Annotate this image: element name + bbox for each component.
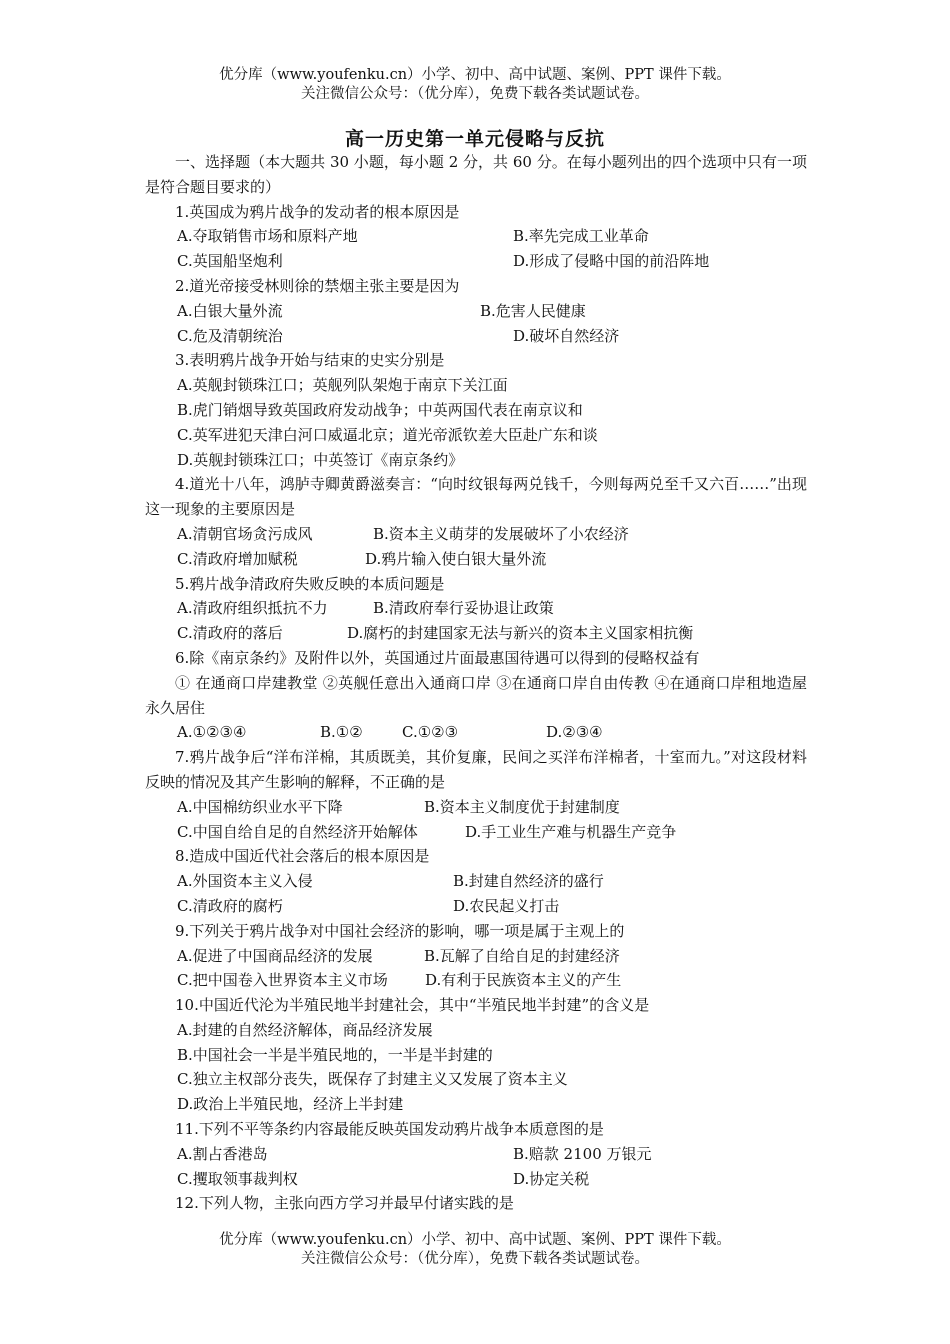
option-c: C.独立主权部分丧失，既保存了封建主义又发展了资本主义 (177, 1070, 568, 1089)
page-title: 高一历史第一单元侵略与反抗 (344, 128, 605, 150)
option-b: B.瓦解了自给自足的封建经济 (424, 946, 620, 965)
option-d: D.有利于民族资本主义的产生 (425, 971, 622, 990)
option-b: B.封建自然经济的盛行 (453, 872, 604, 891)
option-row (145, 820, 807, 845)
option-c: C.危及清朝统治 (177, 326, 283, 345)
option-a: A.封建的自然经济解体，商品经济发展 (177, 1020, 433, 1039)
question-stem: 10.中国近代沦为半殖民地半封建社会，其中“半殖民地半封建”的含义是 (175, 996, 650, 1015)
option-d: D.政治上半殖民地，经济上半封建 (177, 1095, 404, 1114)
option-row (145, 894, 807, 919)
option-d: D.手工业生产难与机器生产竞争 (465, 822, 677, 841)
header-line-2: 关注微信公众号：（优分库），免费下载各类试题试卷。 (301, 86, 649, 102)
option-row (145, 968, 807, 993)
option-row (145, 324, 807, 349)
question-stem: 4.道光十八年，鸿胪寺卿黄爵滋奏言：“向时纹银每两兑钱千，今则每两兑至千又六百……”出现这一现象的主要原因是 (145, 475, 807, 519)
question-stem: 11.下列不平等条约内容最能反映英国发动鸦片战争本质意图的是 (175, 1120, 604, 1139)
option-c: C.英军进犯天津白河口威逼北京；道光帝派钦差大臣赴广东和谈 (177, 425, 598, 444)
option-c: C.攫取领事裁判权 (177, 1169, 298, 1188)
option-a: A.外国资本主义入侵 (177, 872, 313, 891)
option-c: C.清政府的腐朽 (177, 896, 283, 915)
option-d: D.农民起义打击 (453, 896, 560, 915)
option-b: B.赔款 2100 万银元 (513, 1144, 652, 1163)
question-stem: 1.英国成为鸦片战争的发动者的根本原因是 (175, 202, 460, 221)
option-a: A.清朝官场贪污成风 (177, 524, 313, 543)
question-stem: 9.下列关于鸦片战争对中国社会经济的影响，哪一项是属于主观上的 (175, 921, 625, 940)
question-statements: ① 在通商口岸建教堂 ②英舰任意出入通商口岸 ③在通商口岸自由传教 ④在通商口岸租地造屋永久居住 (145, 673, 807, 717)
option-c: C.①②③ (402, 723, 459, 742)
option-row (145, 547, 807, 572)
option-a: A.英舰封锁珠江口；英舰列队架炮于南京下关江面 (177, 376, 508, 395)
option-c: C.英国船坚炮利 (177, 252, 283, 271)
option-row (145, 249, 807, 274)
option-row (145, 1142, 807, 1167)
option-c: C.清政府增加赋税 (177, 549, 298, 568)
page-header (0, 66, 950, 104)
option-row (145, 522, 807, 547)
footer-line-1: 优分库（www.youfenku.cn）小学、初中、高中试题、案例、PPT 课件下载。 (219, 1232, 731, 1248)
question-list (145, 150, 807, 1216)
option-row (145, 621, 807, 646)
question-stem: 8.造成中国近代社会落后的根本原因是 (175, 847, 430, 866)
footer-line-2: 关注微信公众号：（优分库），免费下载各类试题试卷。 (301, 1251, 649, 1267)
option-b: B.危害人民健康 (480, 301, 586, 320)
option-d: D.破坏自然经济 (513, 326, 620, 345)
option-c: C.清政府的落后 (177, 624, 283, 643)
option-a: A.割占香港岛 (177, 1144, 268, 1163)
option-b: B.资本主义制度优于封建制度 (424, 797, 620, 816)
question-stem: 6.除《南京条约》及附件以外，英国通过片面最惠国待遇可以得到的侵略权益有 (175, 648, 700, 667)
option-d: D.②③④ (546, 723, 603, 742)
question-stem: 5.鸦片战争清政府失败反映的本质问题是 (175, 574, 445, 593)
option-row (145, 299, 807, 324)
option-a: A.清政府组织抵抗不力 (177, 599, 328, 618)
option-row (145, 720, 807, 745)
option-row (145, 596, 807, 621)
option-b: B.资本主义萌芽的发展破坏了小农经济 (373, 524, 629, 543)
page-footer (0, 1231, 950, 1269)
option-d: D.腐朽的封建国家无法与新兴的资本主义国家相抗衡 (347, 624, 694, 643)
question-stem: 2.道光帝接受林则徐的禁烟主张主要是因为 (175, 276, 460, 295)
option-b: B.率先完成工业革命 (513, 227, 649, 246)
option-a: A.白银大量外流 (177, 301, 283, 320)
option-a: A.夺取销售市场和原料产地 (177, 227, 358, 246)
question-stem: 7.鸦片战争后“洋布洋棉，其质既美，其价复廉，民间之买洋布洋棉者，十室而九。”对这段材料反映的情况及其产生影响的解释，不正确的是 (145, 748, 807, 791)
option-row (145, 795, 807, 820)
option-c: C.中国自给自足的自然经济开始解体 (177, 822, 418, 841)
option-d: D.协定关税 (513, 1169, 590, 1188)
option-b: B.中国社会一半是半殖民地的，一半是半封建的 (177, 1045, 493, 1064)
option-b: B.①② (320, 723, 363, 742)
option-row (145, 869, 807, 894)
option-row (145, 944, 807, 969)
option-b: B.清政府奉行妥协退让政策 (373, 599, 554, 618)
header-line-1: 优分库（www.youfenku.cn）小学、初中、高中试题、案例、PPT 课件下载。 (219, 67, 731, 83)
option-a: A.中国棉纺织业水平下降 (177, 797, 343, 816)
question-stem: 3.表明鸦片战争开始与结束的史实分别是 (175, 351, 445, 370)
option-d: D.英舰封锁珠江口；中英签订《南京条约》 (177, 450, 464, 469)
option-a: A.促进了中国商品经济的发展 (177, 946, 373, 965)
option-a: A.①②③④ (177, 723, 247, 742)
option-b: B.虎门销烟导致英国政府发动战争；中英两国代表在南京议和 (177, 400, 583, 419)
section-intro: 一、选择题（本大题共 30 小题，每小题 2 分，共 60 分。在每小题列出的四个选项中只有一项是符合题目要求的） (145, 153, 807, 196)
option-c: C.把中国卷入世界资本主义市场 (177, 971, 388, 990)
option-row (145, 224, 807, 249)
option-row (145, 1167, 807, 1192)
question-stem: 12.下列人物，主张向西方学习并最早付诸实践的是 (175, 1194, 514, 1213)
option-d: D.形成了侵略中国的前沿阵地 (513, 252, 710, 271)
option-d: D.鸦片输入使白银大量外流 (365, 549, 547, 568)
